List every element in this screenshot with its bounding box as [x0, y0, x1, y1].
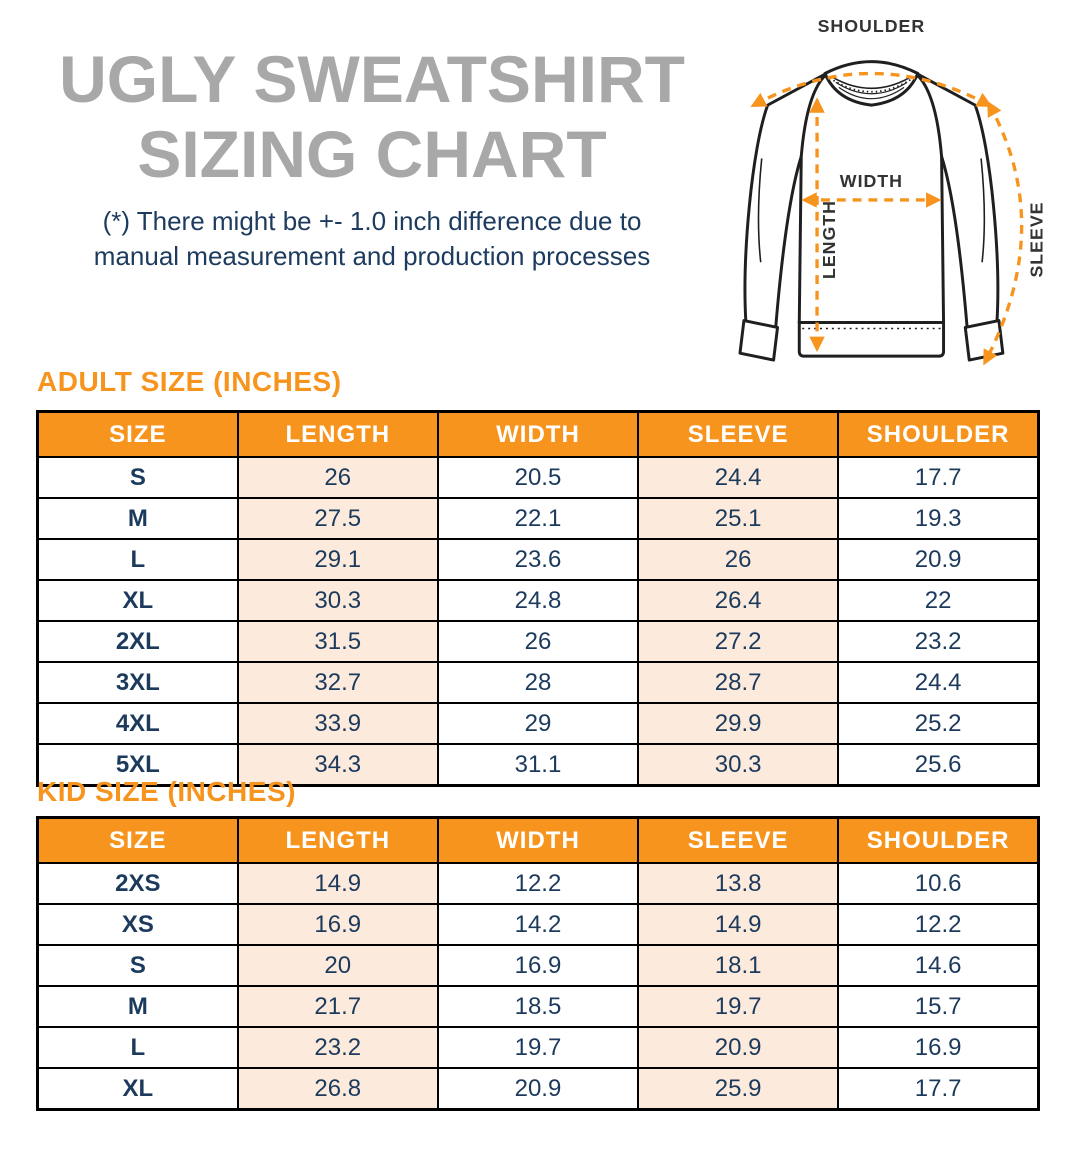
value-cell: 13.8 [638, 863, 838, 904]
value-cell: 20.5 [438, 457, 638, 498]
value-cell: 26.8 [238, 1068, 438, 1110]
value-cell: 22 [838, 580, 1038, 621]
value-cell: 20.9 [838, 539, 1038, 580]
page-title-line1: UGLY SWEATSHIRT [59, 42, 685, 116]
table-row [38, 703, 1039, 744]
size-cell: S [38, 945, 238, 986]
value-cell: 14.9 [238, 863, 438, 904]
value-cell: 19.3 [838, 498, 1038, 539]
value-cell: 29.9 [638, 703, 838, 744]
size-cell: 4XL [38, 703, 238, 744]
adult-size-heading: ADULT SIZE (INCHES) [37, 366, 342, 397]
value-cell: 25.6 [838, 744, 1038, 786]
value-cell: 29 [438, 703, 638, 744]
value-cell: 24.4 [838, 662, 1038, 703]
column-header-sleeve: SLEEVE [638, 412, 838, 458]
kid-size-table [36, 816, 1040, 1111]
value-cell: 20.9 [638, 1027, 838, 1068]
size-cell: 5XL [38, 744, 238, 786]
value-cell: 26 [238, 457, 438, 498]
measurement-note-line2: manual measurement and production processes [93, 240, 651, 271]
size-cell: M [38, 498, 238, 539]
value-cell: 30.3 [238, 580, 438, 621]
table-row [38, 863, 1039, 904]
value-cell: 28.7 [638, 662, 838, 703]
table-row [38, 539, 1039, 580]
size-cell: 2XS [38, 863, 238, 904]
value-cell: 20.9 [438, 1068, 638, 1110]
table-row [38, 986, 1039, 1027]
column-header-length: LENGTH [238, 818, 438, 864]
value-cell: 26 [638, 539, 838, 580]
table-row [38, 457, 1039, 498]
value-cell: 29.1 [238, 539, 438, 580]
diagram-shoulder-label: SHOULDER [817, 15, 926, 36]
value-cell: 32.7 [238, 662, 438, 703]
table-row [38, 662, 1039, 703]
value-cell: 33.9 [238, 703, 438, 744]
measurement-note [6, 204, 738, 273]
diagram-sleeve-label: SLEEVE [1026, 201, 1047, 278]
header-block [6, 42, 738, 273]
diagram-width-label: WIDTH [839, 171, 903, 192]
page-title [6, 42, 738, 192]
value-cell: 24.8 [438, 580, 638, 621]
value-cell: 16.9 [438, 945, 638, 986]
size-cell: L [38, 539, 238, 580]
size-cell: S [38, 457, 238, 498]
value-cell: 23.2 [238, 1027, 438, 1068]
value-cell: 18.5 [438, 986, 638, 1027]
value-cell: 17.7 [838, 457, 1038, 498]
value-cell: 27.2 [638, 621, 838, 662]
value-cell: 15.7 [838, 986, 1038, 1027]
value-cell: 28 [438, 662, 638, 703]
table-row [38, 621, 1039, 662]
diagram-length-label: LENGTH [818, 200, 839, 280]
table-row [38, 945, 1039, 986]
measurement-note-line1: (*) There might be +- 1.0 inch difference due to [102, 206, 642, 237]
value-cell: 25.1 [638, 498, 838, 539]
sweatshirt-waistband [799, 323, 943, 357]
table-row [38, 1027, 1039, 1068]
column-header-width: WIDTH [438, 818, 638, 864]
value-cell: 12.2 [438, 863, 638, 904]
value-cell: 19.7 [438, 1027, 638, 1068]
column-header-sleeve: SLEEVE [638, 818, 838, 864]
size-cell: M [38, 986, 238, 1027]
value-cell: 34.3 [238, 744, 438, 786]
size-cell: XS [38, 904, 238, 945]
value-cell: 27.5 [238, 498, 438, 539]
value-cell: 21.7 [238, 986, 438, 1027]
column-header-size: SIZE [38, 412, 238, 458]
value-cell: 10.6 [838, 863, 1038, 904]
size-cell: XL [38, 580, 238, 621]
value-cell: 30.3 [638, 744, 838, 786]
table-row [38, 580, 1039, 621]
sweatshirt-diagram [738, 8, 1074, 390]
value-cell: 25.2 [838, 703, 1038, 744]
table-row [38, 904, 1039, 945]
value-cell: 31.5 [238, 621, 438, 662]
table-row [38, 498, 1039, 539]
value-cell: 31.1 [438, 744, 638, 786]
column-header-length: LENGTH [238, 412, 438, 458]
value-cell: 17.7 [838, 1068, 1038, 1110]
value-cell: 14.2 [438, 904, 638, 945]
value-cell: 22.1 [438, 498, 638, 539]
size-cell: 3XL [38, 662, 238, 703]
value-cell: 25.9 [638, 1068, 838, 1110]
size-cell: L [38, 1027, 238, 1068]
table-row [38, 1068, 1039, 1110]
header-row [38, 818, 1039, 864]
column-header-shoulder: SHOULDER [838, 412, 1038, 458]
value-cell: 23.2 [838, 621, 1038, 662]
header-row [38, 412, 1039, 458]
column-header-size: SIZE [38, 818, 238, 864]
value-cell: 24.4 [638, 457, 838, 498]
column-header-width: WIDTH [438, 412, 638, 458]
value-cell: 18.1 [638, 945, 838, 986]
size-cell: 2XL [38, 621, 238, 662]
value-cell: 20 [238, 945, 438, 986]
kid-size-heading: KID SIZE (INCHES) [37, 776, 296, 807]
column-header-shoulder: SHOULDER [838, 818, 1038, 864]
value-cell: 16.9 [238, 904, 438, 945]
value-cell: 19.7 [638, 986, 838, 1027]
value-cell: 23.6 [438, 539, 638, 580]
value-cell: 14.6 [838, 945, 1038, 986]
page-title-line2: SIZING CHART [137, 117, 607, 192]
value-cell: 14.9 [638, 904, 838, 945]
value-cell: 26 [438, 621, 638, 662]
adult-size-table [36, 410, 1040, 787]
size-cell: XL [38, 1068, 238, 1110]
value-cell: 12.2 [838, 904, 1038, 945]
value-cell: 16.9 [838, 1027, 1038, 1068]
value-cell: 26.4 [638, 580, 838, 621]
